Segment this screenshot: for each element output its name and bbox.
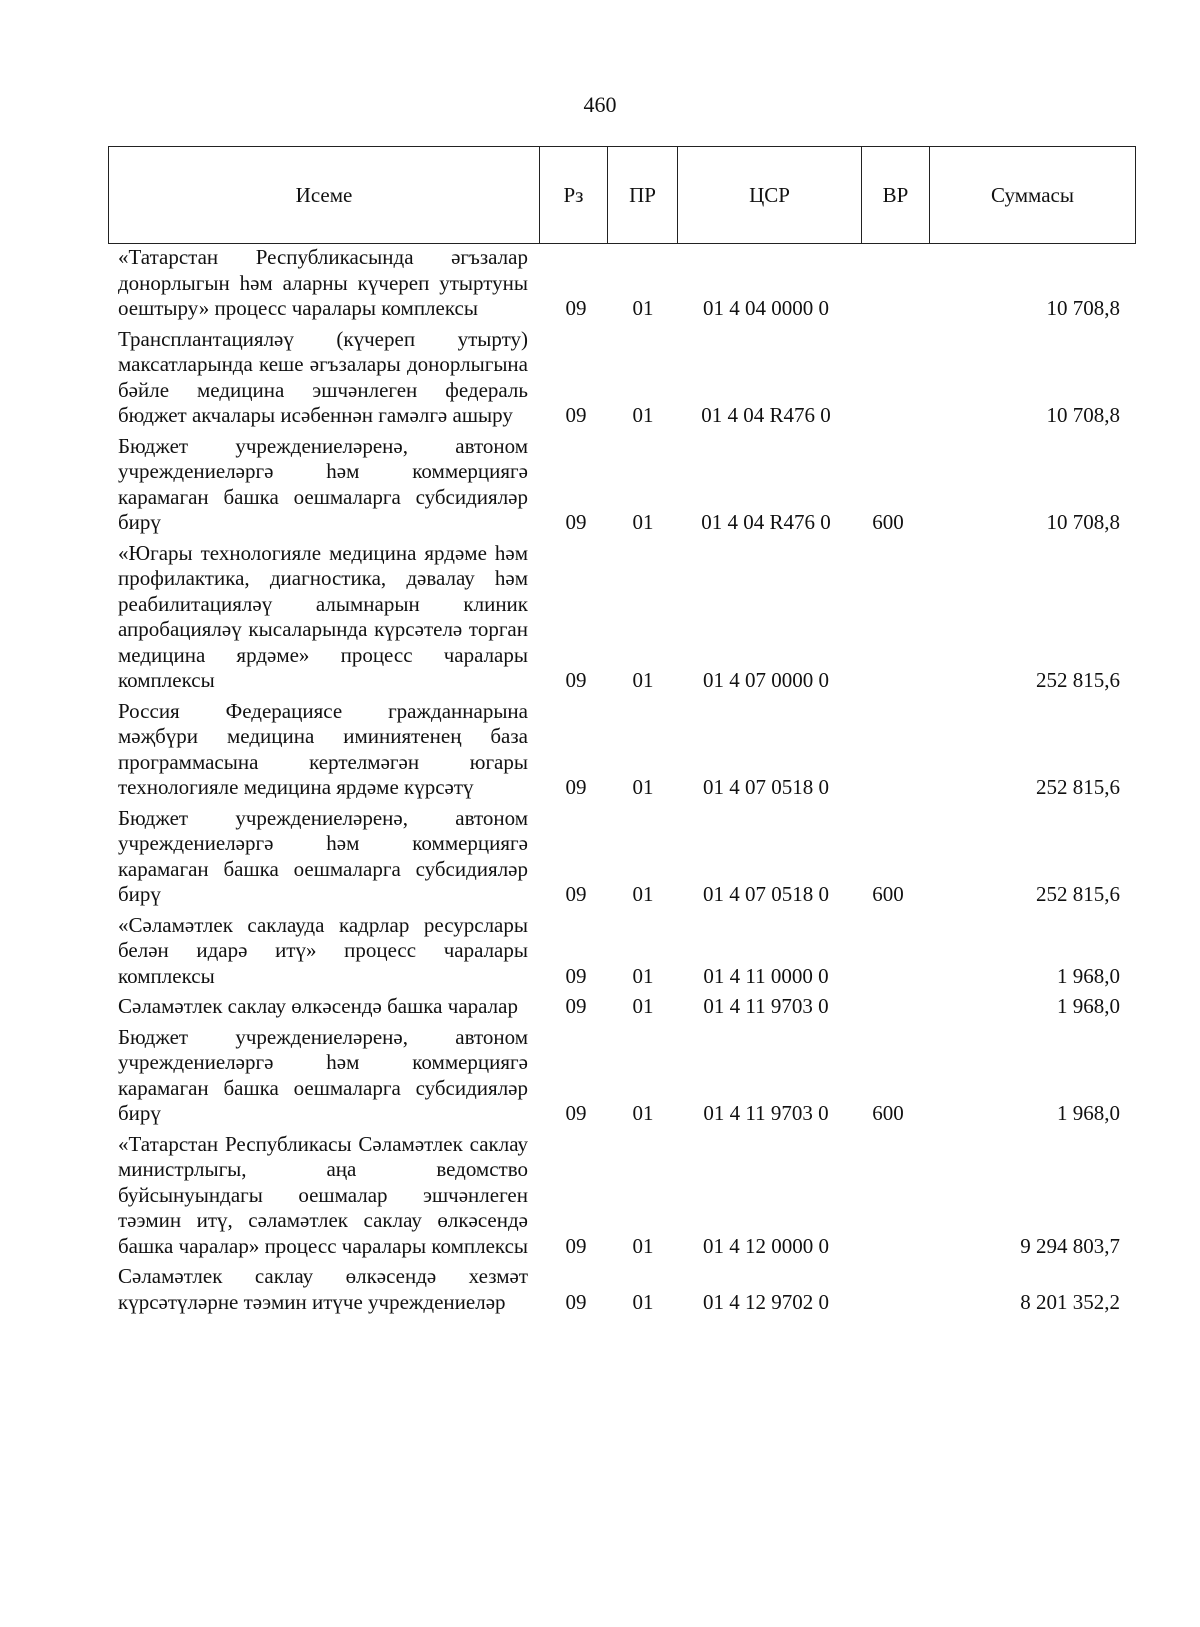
- table-row: [108, 994, 1128, 1020]
- row-sum: 1 968,0: [1057, 963, 1120, 988]
- row-sum: 252 815,6: [1036, 882, 1120, 906]
- table-row: [108, 699, 1128, 801]
- row-pr: 01: [632, 775, 654, 799]
- table-row: [108, 1132, 1128, 1260]
- table-row: [108, 1264, 1128, 1315]
- row-rz: 09: [565, 963, 587, 988]
- row-sum: 8 201 352,2: [1020, 1289, 1120, 1314]
- row-pr: 01: [632, 403, 654, 427]
- row-sum: 10 708,8: [1046, 296, 1120, 320]
- row-pr: 01: [632, 1289, 654, 1314]
- row-sum: 1 968,0: [1057, 994, 1120, 1018]
- row-name: Трансплантацияләү (күчереп утырту) максатларында кеше әгъзалары донорлыгына бәйле медицина эшчәнлеген федераль бюджет акчалары исәбеннән гамәлгә ашыру: [118, 326, 528, 427]
- row-pr: 01: [632, 994, 654, 1018]
- table-row: [108, 806, 1128, 908]
- row-rz: 09: [565, 510, 587, 534]
- row-sum: 10 708,8: [1046, 510, 1120, 534]
- row-name: Бюджет учреждениеләренә, автоном учреждениеләргә һәм коммерциягә карамаган башка оешмаларга субсидияләр бирү: [118, 805, 528, 906]
- row-vr: 600: [872, 510, 904, 534]
- row-csr: 01 4 04 0000 0: [703, 296, 829, 320]
- header-vr: ВР: [862, 147, 930, 244]
- row-csr: 01 4 12 9702 0: [703, 1289, 829, 1314]
- row-rz: 09: [565, 1233, 587, 1258]
- row-csr: 01 4 11 9703 0: [703, 1101, 829, 1125]
- row-name: «Югары технологияле медицина ярдәме һәм профилактика, диагностика, дәвалау һәм реабилитацияләү алымнарын клиник апробацияләү кысаларында күрсәтелә торган медицина ярдәме» процесс чаралары комплексы: [118, 540, 528, 692]
- row-rz: 09: [565, 882, 587, 906]
- row-pr: 01: [632, 296, 654, 320]
- table-row: [108, 327, 1128, 429]
- row-rz: 09: [565, 403, 587, 427]
- table-row: [108, 913, 1128, 990]
- row-rz: 09: [565, 1101, 587, 1125]
- row-pr: 01: [632, 963, 654, 988]
- row-csr: 01 4 11 0000 0: [703, 963, 829, 988]
- row-pr: 01: [632, 882, 654, 906]
- row-name: Бюджет учреждениеләренә, автоном учреждениеләргә һәм коммерциягә карамаган башка оешмаларга субсидияләр бирү: [118, 1024, 528, 1125]
- row-csr: 01 4 11 9703 0: [703, 994, 829, 1018]
- row-rz: 09: [565, 668, 587, 692]
- row-name: Россия Федерациясе гражданнарына мәҗбүри медицина иминиятенең база программасына кертелмәгән югары технологияле медицина ярдәме күрсәтү: [118, 698, 528, 799]
- row-rz: 09: [565, 775, 587, 799]
- row-name: «Сәламәтлек саклауда кадрлар ресурслары белән идарә итү» процесс чаралары комплексы: [118, 912, 528, 988]
- row-vr: 600: [872, 882, 904, 906]
- row-name: «Татарстан Республикасы Сәламәтлек саклау министрлыгы, аңа ведомство буйсынуындагы оешмалар эшчәнлеген тәэмин итү, сәламәтлек саклау өлкәсендә башка чаралар» процесс чаралары комплексы: [118, 1131, 529, 1258]
- header-name: Исеме: [109, 147, 540, 244]
- row-name: Бюджет учреждениеләренә, автоном учреждениеләргә һәм коммерциягә карамаган башка оешмаларга субсидияләр бирү: [118, 433, 528, 534]
- row-pr: 01: [632, 1101, 654, 1125]
- row-pr: 01: [632, 668, 654, 692]
- row-name: Сәламәтлек саклау өлкәсендә башка чаралар: [118, 994, 518, 1018]
- row-rz: 09: [565, 994, 587, 1018]
- table-header: [108, 146, 1136, 244]
- row-rz: 09: [565, 296, 587, 320]
- row-vr: 600: [872, 1101, 904, 1125]
- table-body: [108, 245, 1128, 1320]
- row-csr: 01 4 04 R476 0: [701, 403, 831, 427]
- header-pr: ПР: [608, 147, 678, 244]
- table-row: [108, 1025, 1128, 1127]
- header-sum: Суммасы: [930, 147, 1136, 244]
- row-csr: 01 4 07 0518 0: [703, 775, 829, 799]
- row-csr: 01 4 12 0000 0: [703, 1233, 829, 1258]
- row-pr: 01: [632, 1233, 654, 1258]
- row-sum: 9 294 803,7: [1020, 1233, 1120, 1258]
- row-csr: 01 4 07 0000 0: [703, 668, 829, 692]
- header-rz: Рз: [540, 147, 608, 244]
- row-pr: 01: [632, 510, 654, 534]
- row-sum: 252 815,6: [1036, 668, 1120, 692]
- page-number: 460: [583, 92, 617, 117]
- row-sum: 252 815,6: [1036, 775, 1120, 799]
- row-rz: 09: [565, 1289, 587, 1314]
- row-csr: 01 4 04 R476 0: [701, 510, 831, 534]
- row-sum: 10 708,8: [1046, 403, 1120, 427]
- table-row: [108, 541, 1128, 694]
- table-row: [108, 245, 1128, 322]
- row-name: «Татарстан Республикасында әгъзалар донорлыгын һәм аларны күчереп утыртуны оештыру» процесс чаралары комплексы: [118, 245, 528, 320]
- row-sum: 1 968,0: [1057, 1101, 1120, 1125]
- header-csr: ЦСР: [678, 147, 862, 244]
- row-csr: 01 4 07 0518 0: [703, 882, 829, 906]
- table-row: [108, 434, 1128, 536]
- row-name: Сәламәтлек саклау өлкәсендә хезмәт күрсәтүләрне тәэмин итүче учреждениеләр: [118, 1264, 528, 1314]
